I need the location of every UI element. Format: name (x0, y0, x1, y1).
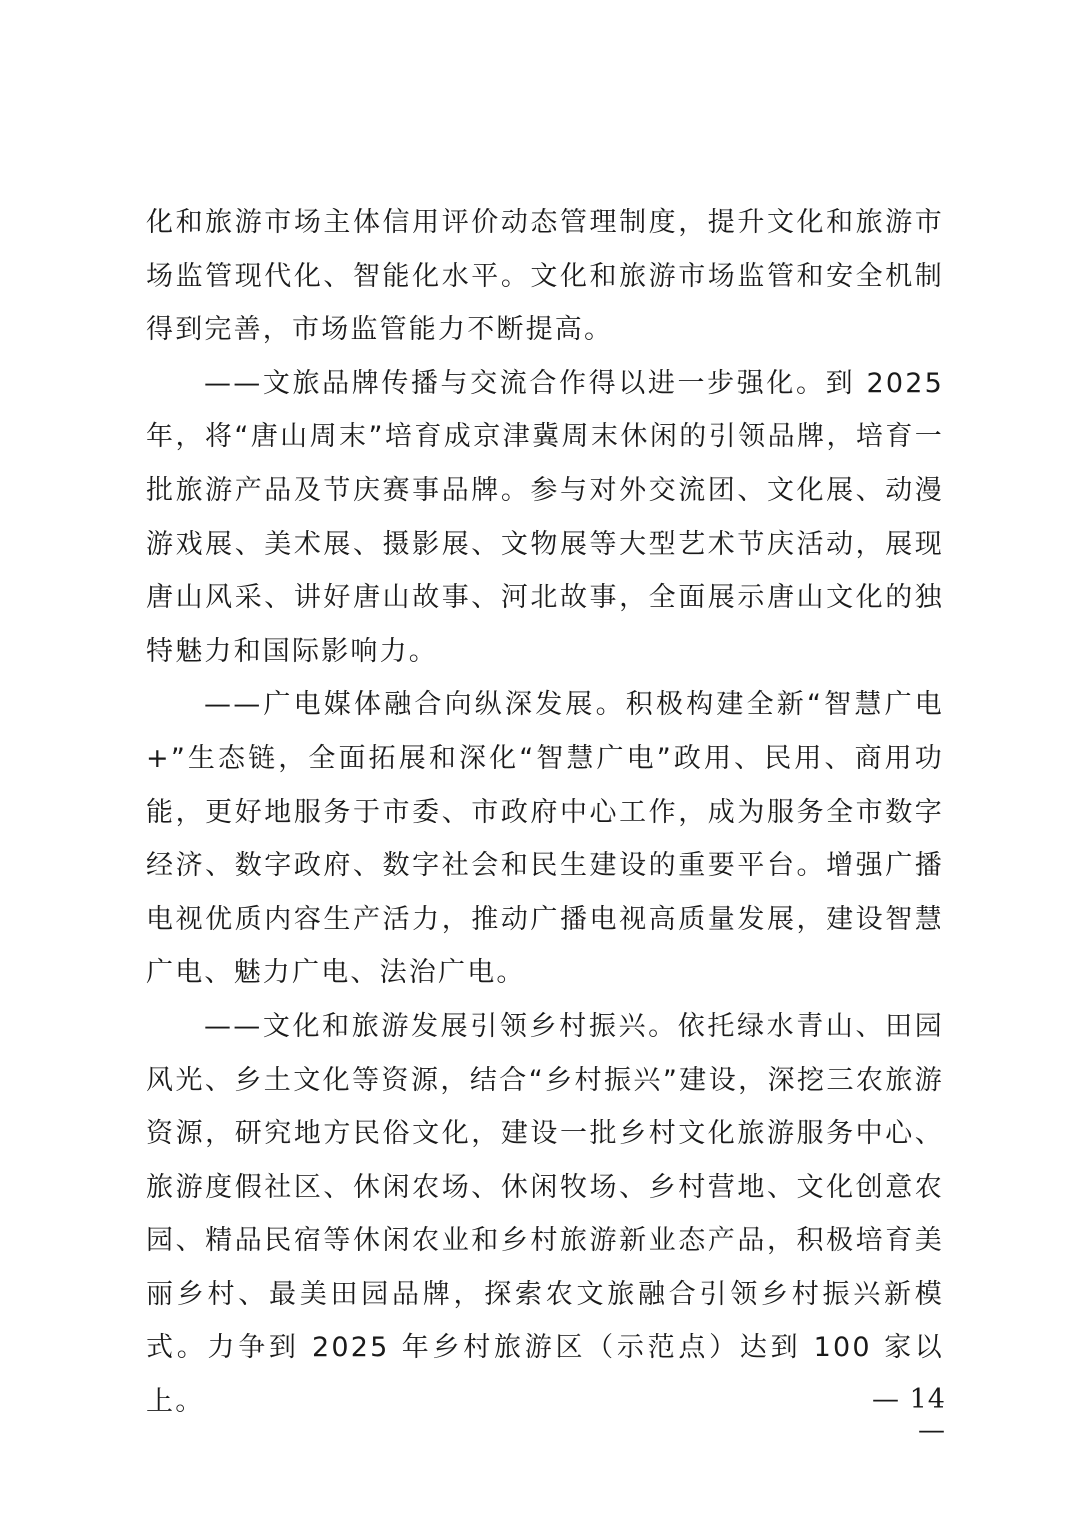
document-body (146, 196, 944, 1429)
paragraph-brand-promotion: ——文旅品牌传播与交流合作得以进一步强化。到 2025 年，将“唐山周末”培育成京津冀周末休闲的引领品牌，培育一批旅游产品及节庆赛事品牌。参与对外交流团、文化展、动漫游戏展、美术展、摄影展、文物展等大型艺术节庆活动，展现唐山风采、讲好唐山故事、河北故事，全面展示唐山文化的独特魅力和国际影响力。 (146, 367, 944, 667)
paragraph-continuation: 化和旅游市场主体信用评价动态管理制度，提升文化和旅游市场监管现代化、智能化水平。文化和旅游市场监管和安全机制得到完善，市场监管能力不断提高。 (146, 207, 944, 346)
page-number: — 14 — (872, 1384, 946, 1446)
paragraph-media-integration: ——广电媒体融合向纵深发展。积极构建全新“智慧广电+”生态链，全面拓展和深化“智慧广电”政用、民用、商用功能，更好地服务于市委、市政府中心工作，成为服务全市数字经济、数字政府、数字社会和民生建设的重要平台。增强广播电视优质内容生产活力，推动广播电视高质量发展，建设智慧广电、魅力广电、法治广电。 (146, 689, 944, 989)
paragraph-rural-revitalization: ——文化和旅游发展引领乡村振兴。依托绿水青山、田园风光、乡土文化等资源，结合“乡村振兴”建设，深挖三农旅游资源，研究地方民俗文化，建设一批乡村文化旅游服务中心、旅游度假社区、休闲农场、休闲牧场、乡村营地、文化创意农园、精品民宿等休闲农业和乡村旅游新业态产品，积极培育美丽乡村、最美田园品牌，探索农文旅融合引领乡村振兴新模式。力争到 2025 年乡村旅游区（示范点）达到 100 家以上。 (146, 1010, 944, 1418)
